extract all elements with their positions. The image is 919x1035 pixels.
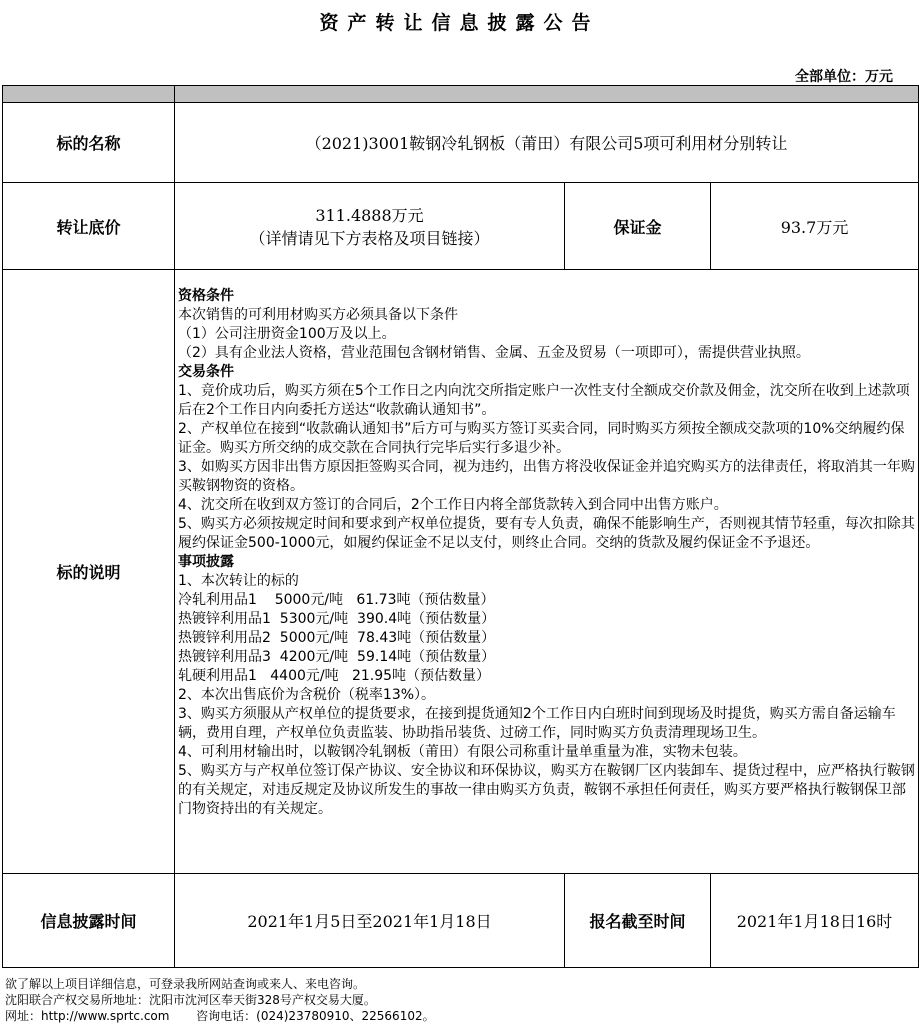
trade-heading: 交易条件 bbox=[178, 364, 234, 380]
desc-line: 2、产权单位在接到“收款确认通知书”后方可与购买方签订买卖合同，同时购买方须按全额成交款项的10%交纳履约保证金。购买方所交纳的成交款在合同执行完毕后实行多退少补。 bbox=[178, 421, 905, 456]
time-row bbox=[3, 874, 919, 968]
item-line: 热镀锌利用品1 5300元/吨 390.4吨（预估数量） bbox=[178, 611, 496, 627]
desc-line: （2）具有企业法人资格，营业范围包含钢材销售、金属、五金及贸易（一项即可），需提供营业执照。 bbox=[178, 345, 810, 361]
item-line: 轧硬利用品1 4400元/吨 21.95吨（预估数量） bbox=[178, 668, 491, 684]
footer bbox=[5, 976, 435, 1024]
time-label: 信息披露时间 bbox=[3, 874, 175, 968]
price-cell bbox=[175, 183, 565, 270]
desc-line: （1）公司注册资金100万及以上。 bbox=[178, 326, 396, 342]
deposit-label: 保证金 bbox=[565, 183, 711, 270]
desc-line: 3、如购买方因非出售方原因拒签购买合同，视为违约，出售方将没收保证金并追究购买方的法律责任，将取消其一年购买鞍钢物资的资格。 bbox=[178, 459, 915, 494]
subject-row bbox=[3, 103, 919, 183]
desc-line: 4、沈交所在收到双方签订的合同后，2个工作日内将全部货款转入到合同中出售方账户。 bbox=[178, 497, 728, 513]
announcement-table bbox=[2, 85, 919, 968]
desc-line: 2、本次出售底价为含税价（税率13%）。 bbox=[178, 687, 436, 703]
subject-label: 标的名称 bbox=[3, 103, 175, 183]
header-bar bbox=[3, 86, 919, 103]
footer-address: 沈阳联合产权交易所地址：沈阳市沈河区奉天街328号产权交易大厦。 bbox=[5, 993, 376, 1007]
desc-line: 本次销售的可利用材购买方必须具备以下条件 bbox=[178, 307, 458, 323]
price-row bbox=[3, 183, 919, 270]
desc-line: 1、竞价成功后，购买方须在5个工作日之内向沈交所指定账户一次性支付全额成交价款及佣金，沈交所在收到上述款项后在2个工作日内向委托方送达“收款确认通知书”。 bbox=[178, 383, 910, 418]
description-row bbox=[3, 270, 919, 874]
deadline-label: 报名截至时间 bbox=[565, 874, 711, 968]
item-line: 热镀锌利用品2 5000元/吨 78.43吨（预估数量） bbox=[178, 630, 496, 646]
disclosure-heading: 事项披露 bbox=[178, 554, 234, 570]
desc-line: 3、购买方须服从产权单位的提货要求，在接到提货通知2个工作日内白班时间到现场及时提货，购买方需自备运输车辆，费用自理，产权单位负责监装、协助指吊装货、过磅工作，同时购买方负责清理现场卫生。 bbox=[178, 706, 896, 741]
footer-contact: 网址：http://www.sprtc.com 咨询电话：(024)23780910、22566102。 bbox=[5, 1009, 435, 1023]
price-note: （详情请见下方表格及项目链接） bbox=[249, 229, 490, 248]
item-line: 热镀锌利用品3 4200元/吨 59.14吨（预估数量） bbox=[178, 649, 496, 665]
desc-line: 1、本次转让的标的 bbox=[178, 573, 299, 589]
unit-label: 全部单位：万元 bbox=[795, 69, 893, 85]
page-title: 资产转让信息披露公告 bbox=[319, 12, 600, 34]
desc-line: 5、购买方与产权单位签订保产协议、安全协议和环保协议，购买方在鞍钢厂区内装卸车、提货过程中，应严格执行鞍钢的有关规定，对违反规定及协议所发生的事故一律由购买方负责，鞍钢不承担任何责任，购买方要严格执行鞍钢保卫部门物资持出的有关规定。 bbox=[178, 763, 915, 817]
subject-value: （2021)3001鞍钢冷轧钢板（莆田）有限公司5项可利用材分别转让 bbox=[175, 103, 919, 183]
description-label: 标的说明 bbox=[3, 270, 175, 874]
desc-line: 4、可利用材输出时，以鞍钢冷轧钢板（莆田）有限公司称重计量单重量为准，实物未包装。 bbox=[178, 744, 747, 760]
price-label: 转让底价 bbox=[3, 183, 175, 270]
time-value: 2021年1月5日至2021年1月18日 bbox=[175, 874, 565, 968]
description-content bbox=[175, 270, 919, 874]
footer-line: 欲了解以上项目详细信息，可登录我所网站查询或来人、来电咨询。 bbox=[5, 977, 366, 991]
deadline-value: 2021年1月18日16时 bbox=[711, 874, 919, 968]
price-value: 311.4888万元 bbox=[315, 206, 424, 225]
item-line: 冷轧利用品1 5000元/吨 61.73吨（预估数量） bbox=[178, 592, 495, 608]
desc-line: 5、购买方必须按规定时间和要求到产权单位提货，要有专人负责，确保不能影响生产，否则视其情节轻重，每次扣除其履约保证金500-1000元，如履约保证金不足以支付，则终止合同。交纳的货款及履约保证金不予退还。 bbox=[178, 516, 915, 551]
deposit-value: 93.7万元 bbox=[711, 183, 919, 270]
qualification-heading: 资格条件 bbox=[178, 288, 234, 304]
